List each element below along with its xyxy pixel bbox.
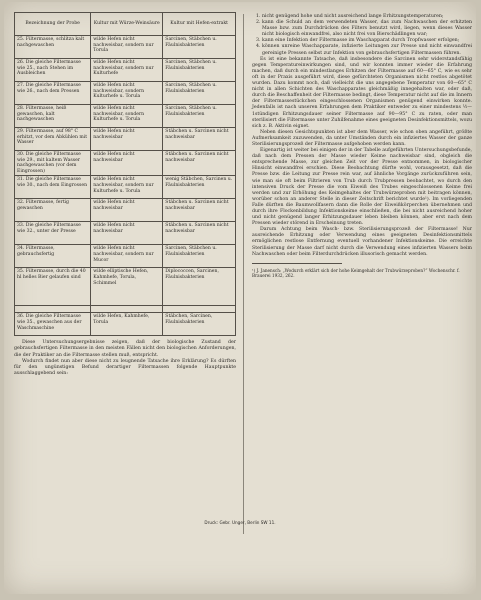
- paragraph: Diese Untersuchungsergebnisse zeigen, daß der biologische Zustand der gebrauchsfertigen Filtermasse in den meisten Fällen nicht den biologischen Anforderungen, die der Praktiker an die Filtermasse stellen muß, entspricht.: [14, 340, 236, 358]
- table-cell: wilde Hefen nicht nachweisbar, sondern nur Torula: [91, 36, 163, 59]
- footnote-rule: [252, 263, 342, 266]
- table-cell: Diplococcen, Sarcinen, Fäulnisbakterien: [163, 268, 236, 306]
- table-cell: 36. Die gleiche Filtermasse wie 35., gewaschen aus der Waschmaschine: [15, 313, 91, 336]
- table-cell: wilde Hefen nicht nachweisbar: [91, 199, 163, 222]
- table-header-cell: Kultur mit Würze-Weinsäure: [91, 13, 163, 36]
- footnote: ¹) J. Janensch: „Wodurch erklärt sich der hohe Keimgehalt der Trubwürzeproben?“ Wochenschr. f. Brauerei 1932, 262.: [252, 267, 460, 278]
- table-cell: wilde Hefen nicht nachweisbar, sondern Kulturhefe u. Torula: [91, 82, 163, 105]
- table-row: [15, 105, 236, 128]
- table-cell: wilde Hefen nicht nachweisbar, sondern Kulturhefe u. Torula: [91, 105, 163, 128]
- table-row: [15, 199, 236, 222]
- printer-imprint: Druck: Gebr. Unger, Berlin SW 11.: [204, 520, 276, 525]
- table-cell: wilde Hefen nicht nachweisbar, sondern nur Kulturhefe u. Torula: [91, 176, 163, 199]
- table-cell: Sarcinen, Stäbchen u. Fäulnisbakterien: [163, 245, 236, 268]
- table-cell: 35. Filtermasse, durch die 40 hl helles Bier gelaufen sind: [15, 268, 91, 306]
- table-cell: Sarcinen, Stäbchen u. Fäulnisbakterien: [163, 59, 236, 82]
- list-item: 2. kann die Schuld an dem verwendeten Wasser, das zum Nachwaschen der erhitzten Masse bzw. zum Durchdrücken des Filters benutzt wird, liegen, wenn dieses Wasser nicht biologisch einwandfrei, also nicht frei von Bierschädlingen war;: [262, 20, 472, 38]
- left-body-text: [14, 340, 236, 377]
- table-cell: wilde Hefen nicht nachweisbar, sondern nur Mucor: [91, 245, 163, 268]
- table-cell: wilde Hefen nicht nachweisbar: [91, 151, 163, 176]
- table-row: [15, 313, 236, 336]
- table-cell: Sarcinen, Stäbchen u. Fäulnisbakterien: [163, 105, 236, 128]
- table-cell: 33. Die gleiche Filtermasse wie 32., unter der Presse: [15, 222, 91, 245]
- paragraph: Es ist eine bekannte Tatsache, daß insbesondere die Sarcinen sehr widerstandsfähig gegen Temperatureinwirkungen sind, und wir konnten immer wieder die Erfahrung machen, daß durch ein mindestlanges Erhitzen der Filtermasse auf 60—65° C, wie es sehr oft in der Praxis ausgeführt wird, diese gefürchteten Organismen nicht restlos abgetötet wurden. Dazu kommt noch, daß vielleicht die uns angegebene Temperatur von 60—65° C nicht in allen Schichten des Waschapparates gleichmäßig innegehalten war, oder daß, durch die Beschaffenheit der Filtermasse bedingt, diese Temperatur nicht auf die im Innern der Filtermassestückchen eingeschlossenen Organismen genügend einwirken konnte. Jedenfalls ist nach unseren Erfahrungen dem Praktiker entweder zu einer mindestens ½—1stündigen Erhitzungsdauer seiner Filtermasse auf 90—95° C zu raten, oder man sterilisiert die Filtermasse unter Zuhilfenahme eines geeigneten Desinfektionsmittels, wozu sich z. B. Aktivin eignet.: [252, 56, 472, 129]
- table-cell: wilde elliptische Hefen, Kahmhefe, Torula, Schimmel: [91, 268, 163, 306]
- table-cell: Stäbchen u. Sarcinen nicht nachweisbar: [163, 128, 236, 151]
- list-item: 4. können unreine Waschapparate, infizierte Leitungen zur Presse und nicht einwandfrei gereinigte Pressen selbst zur Infektion von gebrauchsfertigen Filtermassen führen.: [262, 44, 472, 56]
- table-row: [15, 222, 236, 245]
- table-cell: 29. Filtermasse, auf 98° C erhitzt, vor dem Abkühlen mit Wasser: [15, 128, 91, 151]
- table-cell: 27. Die gleiche Filtermasse wie 26., nach dem Pressen: [15, 82, 91, 105]
- table-header-row: [15, 13, 236, 36]
- list-item: 3. kann eine Infektion der Filtermasse im Waschapparat durch Tropfwasser erfolgen;: [262, 38, 472, 44]
- table-row: [15, 82, 236, 105]
- list-item: 1. nicht genügend hohe und nicht ausreichend lange Erhitzungstemperaturen;: [262, 14, 472, 20]
- paragraph: Eigenartig ist weiter bei einigen der in der Tabelle aufgeführten Untersuchungsbefunde, daß nach dem Pressen der Masse wieder Keime nachweisbar sind, obgleich die entsprechende Masse, zur gleichen Zeit vor der Presse entnommen, in biologischer Hinsicht einwandfrei erschien. Diese Beobachtung dürfte wohl, vorausgesetzt, daß die Presse bzw. die Leitung zur Presse rein war, auf ähnliche Vorgänge zurückzuführen sein, wie man sie oft beim Filtrieren von Trub durch Trubpressen beobachtet, wo durch den intensiven Druck der Presse die vom Eiweiß des Trubes eingeschlossenen Keime frei werden und zur Erhöhung des Keimgehaltes der Trubwürzeproben mit beitragen können, worüber schon an anderer Stelle in dieser Zeitschrift berichtet wurde¹). Im vorliegenden Falle dürften die Baumwollfasern dann die Rolle der Eiweißkörperchen übernehmen und durch ihre Flockenbildung Infektionskeime einschließen, die bei nicht ausreichend hoher und nicht genügend langer Erhitzungsdauer leben bleiben können, aber erst nach dem Pressen wieder störend in Erscheinung treten.: [252, 148, 472, 227]
- table-cell: Stäbchen u. Sarcinen nicht nachweisbar: [163, 151, 236, 176]
- table-cell: Stäbchen u. Sarcinen nicht nachweisbar: [163, 199, 236, 222]
- document-page: [4, 2, 476, 594]
- table-cell: wenig Stäbchen, Sarcinen u. Fäulnisbakterien: [163, 176, 236, 199]
- left-column: [14, 12, 236, 377]
- results-table: [14, 12, 236, 336]
- cause-list: [252, 14, 472, 57]
- table-cell: Sarcinen, Stäbchen u. Fäulnisbakterien: [163, 36, 236, 59]
- paragraph: Wodurch findet nun aber diese nicht zu leugnende Tatsache ihre Erklärung? Es dürften für den ungünstigen Befund derartiger Filtermassen folgende Hauptpunkte ausschlaggebend sein:: [14, 358, 236, 376]
- table-cell: wilde Hefen nicht nachweisbar: [91, 128, 163, 151]
- table-row: [15, 128, 236, 151]
- table-cell: Stäbchen u. Sarcinen nicht nachweisbar: [163, 222, 236, 245]
- table-cell: Sarcinen, Stäbchen u. Fäulnisbakterien: [163, 82, 236, 105]
- column-divider: [243, 14, 244, 534]
- table-cell: 32. Filtermasse, fertig gewaschen: [15, 199, 91, 222]
- table-row: [15, 176, 236, 199]
- table-cell: Stäbchen, Sarcinen, Fäulnisbakterien: [163, 313, 236, 336]
- paragraph: Darum Achtung beim Wasch- bzw. Sterilisierungsprozeß der Filtermasse! Nur ausreichende Erhitzung oder Verwendung eines geeigneten Desinfektionsmittels ermöglichen restlose Entfernung eventuell vorhandener Infektionskeime. Die erreichte Sterilisierung der Masse darf nicht durch die Verwendung eines infizierten Wassers beim Nachwaschen oder beim Filterdurchdrücken illusorisch gemacht werden.: [252, 227, 472, 257]
- table-cell: 28. Filtermasse, heiß gewaschen, kalt nachgewaschen: [15, 105, 91, 128]
- table-cell: wilde Hefen nicht nachweisbar: [91, 222, 163, 245]
- table-row: [15, 151, 236, 176]
- table-cell: 25. Filtermasse, schlitza kalt nachgewaschen: [15, 36, 91, 59]
- paragraph: Neben diesen Gesichtspunkten ist aber dem Wasser, wie schon oben angeführt, größte Aufmerksamkeit zuzuwenden, da unter Umständen durch ein infiziertes Wasser der ganze Sterilisierungsprozeß der Filtermasse aufgehoben werden kann.: [252, 129, 472, 147]
- table-header-cell: Kultur mit Hefen-extrakt: [163, 13, 236, 36]
- table-row: [15, 36, 236, 59]
- table-header-cell: Bezeichnung der Probe: [15, 13, 91, 36]
- table-row: [15, 268, 236, 306]
- table-cell: 31. Die gleiche Filtermasse wie 30., nach dem Eingrossen: [15, 176, 91, 199]
- table-cell: wilde Hefen, Kahmhefe, Torula: [91, 313, 163, 336]
- table-cell: 30. Die gleiche Filtermasse wie 29., mit kaltem Wasser nachgewaschen (vor dem Eingrossen): [15, 151, 91, 176]
- table-row: [15, 245, 236, 268]
- table-cell: 34. Filtermasse, gebrauchsfertig: [15, 245, 91, 268]
- table-spacer-row: [15, 306, 236, 313]
- table-cell: wilde Hefen nicht nachweisbar, sondern nur Kulturhefe: [91, 59, 163, 82]
- table-cell: 26. Die gleiche Filtermasse wie 25., nach Stehen im Ausbleichen: [15, 59, 91, 82]
- right-column: [252, 14, 472, 282]
- table-row: [15, 59, 236, 82]
